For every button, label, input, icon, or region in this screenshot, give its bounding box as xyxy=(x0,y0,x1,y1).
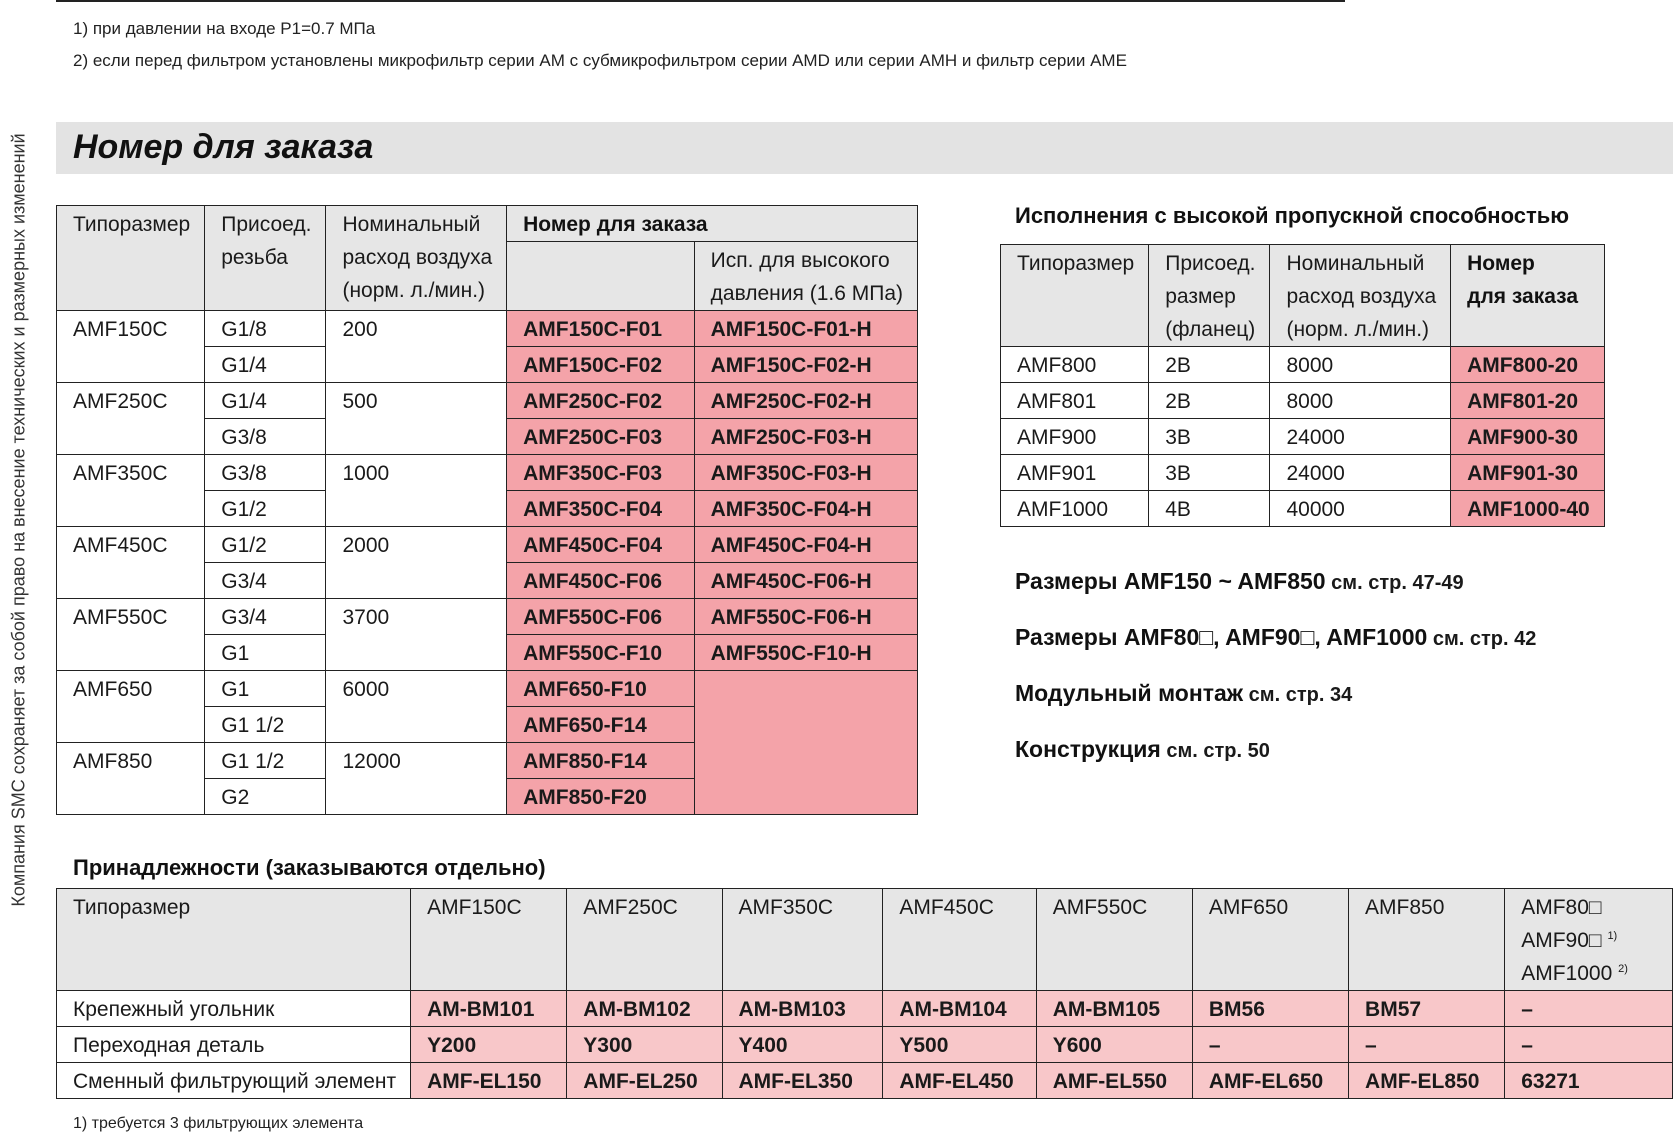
size-cell: AMF850 xyxy=(57,743,205,815)
size-cell: AMF800 xyxy=(1001,347,1149,383)
order-number-cell: AMF650-F10 xyxy=(507,671,695,707)
reference-topic: Модульный монтаж xyxy=(1015,680,1244,706)
reference-topic: Размеры AMF80□, AMF90□, AMF1000 xyxy=(1015,624,1428,650)
footnote-marker: 2) xyxy=(1618,963,1628,975)
order-number-cell: AMF350C-F03 xyxy=(507,455,695,491)
part-number-cell: AMF-EL450 xyxy=(883,1063,1036,1099)
order-number-cell: AMF550C-F06 xyxy=(507,599,695,635)
page-reference xyxy=(1015,568,1464,595)
high-pressure-order-cell: AMF450C-F04-H xyxy=(694,527,917,563)
part-number-cell: Y600 xyxy=(1036,1027,1192,1063)
col-header-model: AMF150C xyxy=(411,889,567,991)
part-number-cell: AMF-EL250 xyxy=(567,1063,722,1099)
col-header-model: AMF650 xyxy=(1192,889,1348,991)
footnote-marker: 1) xyxy=(1607,930,1618,942)
flow-cell: 24000 xyxy=(1270,419,1451,455)
size-cell: AMF150C xyxy=(57,311,205,383)
part-number-cell: AM-BM102 xyxy=(567,991,722,1027)
thread-cell: G1/2 xyxy=(205,527,326,563)
size-cell: AMF650 xyxy=(57,671,205,743)
high-pressure-order-cell: AMF150C-F01-H xyxy=(694,311,917,347)
high-pressure-order-cell: AMF350C-F04-H xyxy=(694,491,917,527)
high-pressure-not-available-cell xyxy=(694,671,917,815)
table-row xyxy=(57,599,918,635)
high-pressure-order-cell: AMF250C-F02-H xyxy=(694,383,917,419)
part-number-cell: AMF-EL150 xyxy=(411,1063,567,1099)
connection-cell: 3B xyxy=(1149,455,1270,491)
order-number-cell: AMF250C-F02 xyxy=(507,383,695,419)
reference-page: см. стр. 42 xyxy=(1427,628,1537,650)
order-number-cell: AMF450C-F06 xyxy=(507,563,695,599)
section-title: Номер для заказа xyxy=(73,128,374,166)
part-number-cell: AM-BM104 xyxy=(883,991,1036,1027)
connection-cell: 3B xyxy=(1149,419,1270,455)
high-pressure-order-cell: AMF150C-F02-H xyxy=(694,347,917,383)
page-reference xyxy=(1015,736,1270,763)
header-line: Исп. для высокого xyxy=(710,249,890,272)
table-row xyxy=(57,991,1673,1027)
order-number-cell: AMF850-F20 xyxy=(507,779,695,815)
table-row xyxy=(57,455,918,491)
accessories-table-body xyxy=(57,991,1673,1099)
section-banner xyxy=(56,122,1673,174)
header-line: Номинальный xyxy=(342,213,481,236)
col-header-order xyxy=(1451,245,1605,347)
thread-cell: G1 xyxy=(205,671,326,707)
order-number-cell: AMF801-20 xyxy=(1451,383,1605,419)
header-line: размер xyxy=(1165,285,1236,308)
col-header-connection xyxy=(1149,245,1270,347)
col-header-high-pressure xyxy=(694,242,917,311)
high-flow-table xyxy=(1000,244,1605,527)
flow-cell: 24000 xyxy=(1270,455,1451,491)
header-line: AMF90□ xyxy=(1521,929,1602,952)
order-table xyxy=(56,205,918,815)
order-number-cell: AMF800-20 xyxy=(1451,347,1605,383)
table-row xyxy=(57,1027,1673,1063)
table-row xyxy=(57,383,918,419)
table-row xyxy=(1001,455,1605,491)
col-header-model: AMF550C xyxy=(1036,889,1192,991)
header-line: Присоед. xyxy=(1165,252,1256,275)
thread-cell: G3/4 xyxy=(205,599,326,635)
flow-cell: 200 xyxy=(326,311,507,383)
header-line: AMF80□ xyxy=(1521,896,1602,919)
part-number-cell: AMF-EL650 xyxy=(1192,1063,1348,1099)
order-table-body xyxy=(57,311,918,815)
high-pressure-order-cell: AMF250C-F03-H xyxy=(694,419,917,455)
high-pressure-order-cell: AMF450C-F06-H xyxy=(694,563,917,599)
header-line: (норм. л./мин.) xyxy=(342,279,486,302)
table-row xyxy=(1001,491,1605,527)
header-line: расход воздуха xyxy=(342,246,493,269)
col-header-model: AMF250C xyxy=(567,889,722,991)
thread-cell: G1/4 xyxy=(205,383,326,419)
footnote-2: 2) если перед фильтром установлены микрофильтр серии AM с субмикрофильтром серии AMD или серии AMH и фильтр серии AME xyxy=(73,51,1127,70)
reference-page: см. стр. 34 xyxy=(1243,684,1353,706)
size-cell: AMF901 xyxy=(1001,455,1149,491)
size-cell: AMF801 xyxy=(1001,383,1149,419)
col-header-flow xyxy=(1270,245,1451,347)
order-number-cell: AMF250C-F03 xyxy=(507,419,695,455)
part-number-cell: Y300 xyxy=(567,1027,722,1063)
table-row xyxy=(57,671,918,707)
thread-cell: G1/8 xyxy=(205,311,326,347)
part-number-cell: AMF-EL550 xyxy=(1036,1063,1192,1099)
order-number-cell: AMF900-30 xyxy=(1451,419,1605,455)
high-flow-table-body xyxy=(1001,347,1605,527)
size-cell: AMF1000 xyxy=(1001,491,1149,527)
thread-cell: G1 xyxy=(205,635,326,671)
header-line: резьба xyxy=(221,246,288,269)
order-number-cell: AMF550C-F10 xyxy=(507,635,695,671)
header-line: (норм. л./мин.) xyxy=(1286,318,1430,341)
header-line: расход воздуха xyxy=(1286,285,1437,308)
page-reference xyxy=(1015,680,1352,707)
part-number-cell: BM56 xyxy=(1192,991,1348,1027)
part-number-cell: AM-BM105 xyxy=(1036,991,1192,1027)
part-number-cell: AM-BM101 xyxy=(411,991,567,1027)
col-header-model: AMF450C xyxy=(883,889,1036,991)
header-line: Номер xyxy=(1467,252,1535,275)
col-header-size: Типоразмер xyxy=(57,206,205,311)
part-number-cell: AMF-EL350 xyxy=(722,1063,883,1099)
col-header-model: AMF350C xyxy=(722,889,883,991)
reference-topic: Размеры AMF150 ~ AMF850 xyxy=(1015,568,1326,594)
flow-cell: 40000 xyxy=(1270,491,1451,527)
thread-cell: G1 1/2 xyxy=(205,743,326,779)
accessories-footnote: 1) требуется 3 фильтрующих элемента xyxy=(73,1115,364,1132)
col-header-model: AMF850 xyxy=(1349,889,1505,991)
table-row xyxy=(57,311,918,347)
page-reference xyxy=(1015,624,1536,651)
header-line: для заказа xyxy=(1467,285,1579,308)
reference-topic: Конструкция xyxy=(1015,736,1161,762)
order-number-cell: AMF350C-F04 xyxy=(507,491,695,527)
order-number-cell: AMF150C-F02 xyxy=(507,347,695,383)
order-number-cell: AMF650-F14 xyxy=(507,707,695,743)
high-pressure-order-cell: AMF550C-F06-H xyxy=(694,599,917,635)
thread-cell: G1/4 xyxy=(205,347,326,383)
header-line: AMF1000 xyxy=(1521,962,1613,985)
thread-cell: G2 xyxy=(205,779,326,815)
table-row xyxy=(1001,383,1605,419)
col-header-size: Типоразмер xyxy=(1001,245,1149,347)
flow-cell: 3700 xyxy=(326,599,507,671)
size-cell: AMF550C xyxy=(57,599,205,671)
row-label: Крепежный угольник xyxy=(57,991,411,1027)
col-header-size: Типоразмер xyxy=(57,889,411,991)
col-header-order-standard xyxy=(507,242,695,311)
flow-cell: 500 xyxy=(326,383,507,455)
row-label: Переходная деталь xyxy=(57,1027,411,1063)
flow-cell: 8000 xyxy=(1270,347,1451,383)
flow-cell: 1000 xyxy=(326,455,507,527)
part-number-cell: Y200 xyxy=(411,1027,567,1063)
part-number-cell: 63271 xyxy=(1505,1063,1673,1099)
flow-cell: 8000 xyxy=(1270,383,1451,419)
connection-cell: 4B xyxy=(1149,491,1270,527)
row-label: Сменный фильтрующий элемент xyxy=(57,1063,411,1099)
part-number-cell: AMF-EL850 xyxy=(1349,1063,1505,1099)
size-cell: AMF350C xyxy=(57,455,205,527)
order-number-cell: AMF150C-F01 xyxy=(507,311,695,347)
thread-cell: G3/8 xyxy=(205,419,326,455)
connection-cell: 2B xyxy=(1149,347,1270,383)
high-pressure-order-cell: AMF550C-F10-H xyxy=(694,635,917,671)
col-header-large-models xyxy=(1505,889,1673,991)
thread-cell: G1/2 xyxy=(205,491,326,527)
connection-cell: 2B xyxy=(1149,383,1270,419)
header-line: Номинальный xyxy=(1286,252,1425,275)
sidebar xyxy=(0,0,40,1132)
thread-cell: G3/8 xyxy=(205,455,326,491)
size-cell: AMF250C xyxy=(57,383,205,455)
accessories-title: Принадлежности (заказываются отдельно) xyxy=(73,855,546,880)
high-flow-title: Исполнения с высокой пропускной способностью xyxy=(1015,203,1570,228)
flow-cell: 6000 xyxy=(326,671,507,743)
header-line: давления (1.6 МПа) xyxy=(710,282,903,305)
table-row xyxy=(1001,347,1605,383)
sidebar-disclaimer: Компания SMC сохраняет за собой право на внесение технических и размерных изменений xyxy=(8,133,29,907)
part-number-cell: – xyxy=(1505,991,1673,1027)
thread-cell: G1 1/2 xyxy=(205,707,326,743)
part-number-cell: – xyxy=(1505,1027,1673,1063)
reference-page: см. стр. 47-49 xyxy=(1325,572,1464,594)
footnote-1: 1) при давлении на входе P1=0.7 МПа xyxy=(73,19,376,38)
accessories-table xyxy=(56,888,1673,1099)
table-row xyxy=(57,527,918,563)
previous-table-bottom-border xyxy=(56,0,1345,2)
header-line: (фланец) xyxy=(1165,318,1256,341)
table-row xyxy=(1001,419,1605,455)
col-header-flow xyxy=(326,206,507,311)
size-cell: AMF450C xyxy=(57,527,205,599)
flow-cell: 12000 xyxy=(326,743,507,815)
order-number-cell: AMF901-30 xyxy=(1451,455,1605,491)
part-number-cell: BM57 xyxy=(1349,991,1505,1027)
part-number-cell: – xyxy=(1192,1027,1348,1063)
reference-page: см. стр. 50 xyxy=(1160,740,1270,762)
part-number-cell: Y400 xyxy=(722,1027,883,1063)
thread-cell: G3/4 xyxy=(205,563,326,599)
col-header-order: Номер для заказа xyxy=(507,206,918,242)
order-number-cell: AMF850-F14 xyxy=(507,743,695,779)
high-pressure-order-cell: AMF350C-F03-H xyxy=(694,455,917,491)
col-header-thread xyxy=(205,206,326,311)
order-number-cell: AMF1000-40 xyxy=(1451,491,1605,527)
flow-cell: 2000 xyxy=(326,527,507,599)
part-number-cell: AM-BM103 xyxy=(722,991,883,1027)
part-number-cell: Y500 xyxy=(883,1027,1036,1063)
header-line: Присоед. xyxy=(221,213,312,236)
size-cell: AMF900 xyxy=(1001,419,1149,455)
part-number-cell: – xyxy=(1349,1027,1505,1063)
table-row xyxy=(57,1063,1673,1099)
order-number-cell: AMF450C-F04 xyxy=(507,527,695,563)
